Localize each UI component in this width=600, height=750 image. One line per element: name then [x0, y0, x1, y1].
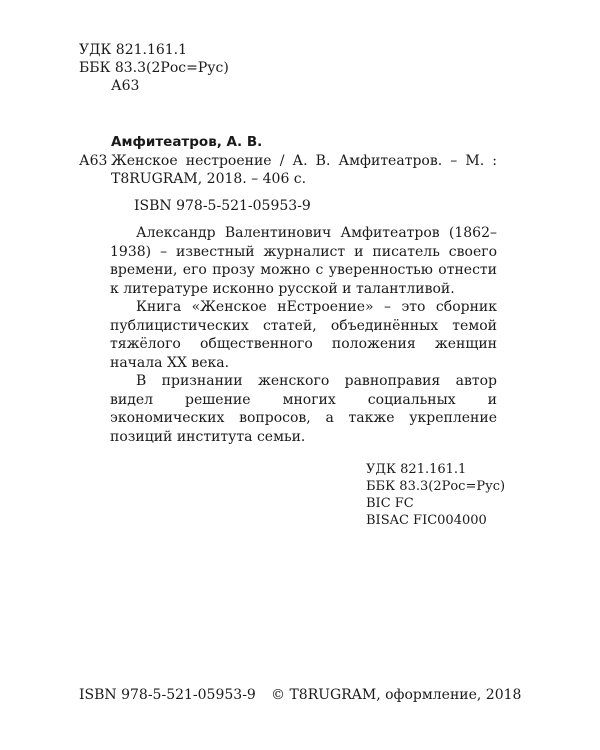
- annotation: [110, 224, 497, 446]
- annotation-paragraph-1: Александр Валентинович Амфитеатров (1862–1938) – известный журналист и писатель своего времени, его прозу можно с уверенностью отнести к литературе исконно русской и талантливой.: [110, 225, 497, 297]
- author-mark-top: А63: [111, 78, 140, 94]
- udk-code-top: УДК 821.161.1: [79, 42, 188, 58]
- bbk-code-bottom: ББК 83.3(2Рос=Рус): [366, 479, 506, 494]
- title-line: Женское нестроение / А. В. Амфитеатров. – М. :: [111, 153, 497, 169]
- annotation-paragraph-2: Книга «Женское нЕстроение» – это сборник публицистических статей, объединённых темой тяжёлого общественного положения женщин начала XX века.: [110, 299, 497, 371]
- bic-code: BIC FC: [366, 496, 414, 511]
- author-mark: А63: [79, 153, 108, 169]
- udk-code-bottom: УДК 821.161.1: [366, 462, 467, 477]
- author-heading: Амфитеатров, А. В.: [111, 134, 263, 150]
- publisher-line: T8RUGRAM, 2018. – 406 с.: [111, 171, 307, 187]
- classification-block: [366, 461, 505, 529]
- bbk-code-top: ББК 83.3(2Рос=Рус): [79, 60, 229, 76]
- isbn-entry: ISBN 978-5-521-05953-9: [134, 198, 311, 214]
- footer-isbn: ISBN 978-5-521-05953-9: [79, 687, 256, 703]
- annotation-paragraph-3: В признании женского равноправия автор видел решение многих социальных и экономических вопросов, а также укрепление позиций института семьи.: [110, 373, 497, 445]
- footer-copyright: © T8RUGRAM, оформление, 2018: [271, 687, 522, 703]
- bisac-code: BISAC FIC004000: [366, 513, 487, 528]
